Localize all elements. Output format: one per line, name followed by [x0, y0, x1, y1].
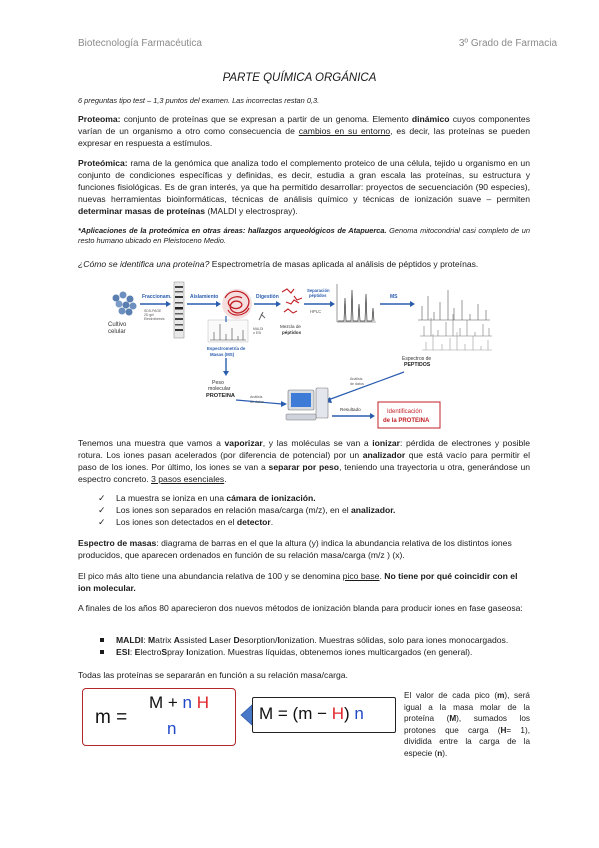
identificacion-label-2: de la PROTEINA [383, 418, 430, 424]
bold-span: analizador [362, 450, 406, 460]
text-span: . Muestras líquidas, obtenemos iones multicargados (en general). [223, 647, 473, 657]
bold-span: n [437, 748, 443, 758]
text-span: ) [344, 704, 355, 723]
bold-span: vaporizar [224, 438, 263, 448]
bold-span: M [148, 635, 156, 645]
analisis-2-line-2: de datos [350, 382, 364, 386]
bold-span: *Aplicaciones de la proteómica en otras áreas: hallazgos arqueológicos de Atapuerca. [78, 226, 387, 235]
bold-span: determinar masas de proteínas [78, 206, 206, 216]
hplc-label: HPLC [310, 309, 322, 314]
resultado-label: Resultado [340, 407, 361, 412]
bold-span: I [186, 647, 189, 657]
bold-span: E [134, 647, 141, 657]
formula-h: H [192, 693, 210, 712]
metodos-list [78, 634, 530, 658]
formula-m-denominator: n [167, 719, 177, 738]
bullet-square-icon [100, 650, 104, 654]
bold-span: separar por peso [268, 462, 340, 472]
text-span: esorption/ [239, 635, 278, 645]
bold-span: D [233, 635, 240, 645]
gel-icon [174, 282, 184, 338]
bold-span: dinámico [411, 114, 450, 124]
text-span: , y las moléculas se van a [262, 438, 373, 448]
peso-proteina-label: PROTEINA [206, 393, 235, 399]
text-span: M + [149, 693, 183, 712]
header-right: 3º Grado de Farmacia [458, 38, 557, 49]
formula-m-numerator [149, 693, 209, 713]
list-item [78, 492, 530, 504]
formula-explanation [404, 690, 530, 760]
text-span: (MALDI y electrospray). [205, 206, 298, 216]
list-item: ESI: ElectroSpray Ionization. Muestras líquidas, obtenemos iones multicargados (en general). [78, 646, 530, 658]
text-span: onization [279, 635, 315, 645]
fraccionam-sub-2: 2D gel [144, 313, 154, 317]
proteoma-term: Proteoma: [78, 114, 121, 124]
protein-blob-icon [222, 289, 252, 319]
analisis-2-line-1: Análisis [350, 377, 363, 381]
ms-spectrum-icon [208, 320, 248, 342]
bold-span: H [500, 725, 507, 735]
text-span: Tenemos una muestra que vamos a [78, 438, 225, 448]
proteomics-workflow-diagram [104, 276, 494, 446]
formula-h: H [331, 704, 345, 723]
formula-m-lhs: m = [95, 707, 128, 728]
fraccionam-label: Fraccionam. [142, 294, 172, 300]
ms-label: MS [390, 294, 398, 300]
computer-icon [286, 388, 328, 420]
list-item [78, 504, 530, 516]
bold-span: M [449, 714, 457, 724]
todas-paragraph: Todas las proteínas se separarán en función a su relación masa/carga. [78, 670, 348, 680]
proteoma-paragraph [78, 113, 530, 149]
text-span: El pico más alto tiene una abundancia relativa de 100 y se denomina [78, 571, 343, 581]
separacion-label-2: péptidos [309, 293, 327, 298]
proteomica-term: Proteómica: [78, 158, 128, 168]
espectros-label-2: PEPTIDOS [404, 362, 431, 368]
bold-span: ESI [116, 647, 130, 657]
bold-span: I [277, 635, 280, 645]
espectro-term: Espectro de masas [78, 538, 157, 548]
bold-span: analizador. [351, 505, 396, 515]
peso-label-1: Peso [212, 380, 224, 386]
check-icon: ✓ [98, 493, 106, 503]
text-span: onization [188, 647, 224, 657]
check-icon: ✓ [98, 517, 106, 527]
bold-span: S [161, 647, 168, 657]
bold-span: m [497, 691, 505, 700]
bold-span: A [173, 635, 181, 645]
text-span: cuyos componentes varían de un organismo a otro como consecuencia de [78, 114, 530, 136]
proteomica-paragraph [78, 157, 530, 217]
espectrometria-label-2: Masas (MS) [210, 352, 235, 357]
page-title: PARTE QUÍMICA ORGÁNICA [222, 72, 377, 84]
list-item: MALDI: Matrix Assisted Laser Desorption/Ionization. Muestras sólidas, solo para iones monocargados. [78, 634, 530, 646]
text-span: . Muestras sólidas, solo para iones monocargados. [314, 635, 509, 645]
bold-span: MALDI [116, 635, 144, 645]
text-span: Genoma mitocondrial casi completo de un resto humano ubicado en Pleistoceno Medio. [78, 226, 530, 245]
underline-span: 3 pasos esenciales [151, 474, 225, 484]
bold-span: detector [236, 517, 271, 527]
bold-span: ionizar [372, 438, 400, 448]
text-span: ), será igual a la masa molar de la proteína ( [404, 691, 530, 724]
formula-n: n [182, 693, 193, 712]
text-span: Los iones son separados en relación masa/carga (m/z), en el [116, 505, 352, 515]
peso-label-2: molecular [208, 386, 231, 392]
bold-span: L [209, 635, 215, 645]
text-span: M = (m − [259, 704, 332, 723]
text-span: Los iones son detectados en el [116, 517, 237, 527]
fraccionam-sub-1: SDS-PAGE [144, 309, 162, 313]
text-span: La muestra se ioniza en una [116, 493, 227, 503]
text-span: pray [167, 647, 187, 657]
text-span: conjunto de proteínas que se expresan a partir de un genoma. Elemento [120, 114, 412, 124]
check-icon: ✓ [98, 505, 106, 515]
text-span: Espectrometría de masas aplicada al análisis de péptidos y proteínas. [209, 259, 479, 269]
separacion-label-1: Separación [307, 288, 330, 293]
text-span: ), sumados los protones que carga ( [404, 714, 530, 735]
text-span: , teniendo una trayectoria u otra, generándose un espectro concreto. [78, 462, 530, 484]
text-span: aser [214, 635, 234, 645]
formula-M-expression [259, 704, 364, 724]
finales-paragraph: A finales de los años 80 aparecieron dos nuevos métodos de ionización blanda para producir iones en fase gaseosa: [78, 603, 523, 613]
text-span: rama de la genómica que analiza todo el complemento proteico de una célula, tejido u organismo en un conjunto de condiciones específicas y definidas, es decir, estudia a gran escala las proteínas, su estructura y funciones fisiológicas. Es de gran interés, ya que ha permitido desarrollar: proyectos de secuenciación (90 especies), nuevas herramientas bioinformáticas, técnicas de análisis químico y técnicas de ionización suave – permiten [78, 158, 530, 204]
question-line [78, 258, 530, 270]
maldi-esi-label-2: o ESI [253, 331, 262, 335]
text-span: = 1), dividida entre la carga de la especie ( [404, 725, 530, 758]
aislamiento-label: Aislamiento [190, 294, 219, 300]
text-span: . [379, 571, 385, 581]
text-span: atrix [155, 635, 174, 645]
mezcla-label-2: péptidos [282, 330, 302, 335]
identificacion-box [378, 402, 440, 428]
identificacion-label-1: Identificación [387, 409, 423, 415]
digestion-label: Digestión [256, 294, 279, 300]
list-item [78, 516, 530, 528]
pico-paragraph [78, 570, 530, 594]
cultivo-label-2: celular [108, 329, 126, 335]
formula-box-M [252, 697, 396, 733]
text-span: lectro [140, 647, 162, 657]
text-span: : pérdida de electrones y posible rotura. Los iones pasan acelerados (por diferencia de potencial) por un [78, 438, 530, 460]
header-left: Biotecnología Farmacéutica [78, 38, 202, 49]
espectro-paragraph [78, 537, 530, 561]
pasos-list [78, 492, 530, 528]
text-span: : diagrama de barras en el que la altura (y) indica la abundancia relativa de los distintos iones producidos, que aparecen ordenados en función de su relación masa/carga (m/z ) (x). [78, 538, 512, 560]
text-span: que está vacío para permitir el paso de los iones. Por último, los iones se van a [78, 450, 530, 472]
underline-span: pico base [342, 571, 380, 581]
question-italic: ¿Cómo se identifica una proteína? [78, 259, 210, 269]
bold-span: cámara de ionización. [226, 493, 316, 503]
aplicaciones-note [78, 226, 530, 246]
text-span: El valor de cada pico ( [404, 691, 498, 700]
cultivo-label-1: Cultivo [108, 322, 127, 328]
intro-note: 6 preguntas tipo test – 1,3 puntos del examen. Las incorrectas restan 0,3. [78, 96, 320, 105]
text-span: . [270, 517, 274, 527]
bold-span: No tiene por qué coincidir con el ion molecular. [78, 571, 518, 593]
bullet-square-icon [100, 638, 104, 642]
maldi-esi-label-1: MALDI [253, 327, 264, 331]
mezcla-label-1: Mezcla de [280, 324, 301, 329]
formula-n: n [354, 704, 364, 723]
text-span: ). [442, 748, 448, 758]
text-span: ssisted [180, 635, 210, 645]
formula-box-m [82, 688, 236, 746]
muestra-paragraph [78, 437, 530, 485]
espectros-label-1: Espectros de [402, 356, 432, 362]
analisis-1-line-2: de datos [250, 400, 264, 404]
analisis-1-line-1: Análisis [250, 395, 263, 399]
espectrometria-label-1: Espectrometría de [207, 346, 246, 351]
fraccionam-sub-3: Electroforesis [144, 317, 165, 321]
text-span: . [224, 474, 227, 484]
text-span: , es decir, las proteínas se pueden expresar en respuesta a estímulos. [78, 126, 530, 148]
underline-span: cambios en su entorno [298, 126, 391, 136]
